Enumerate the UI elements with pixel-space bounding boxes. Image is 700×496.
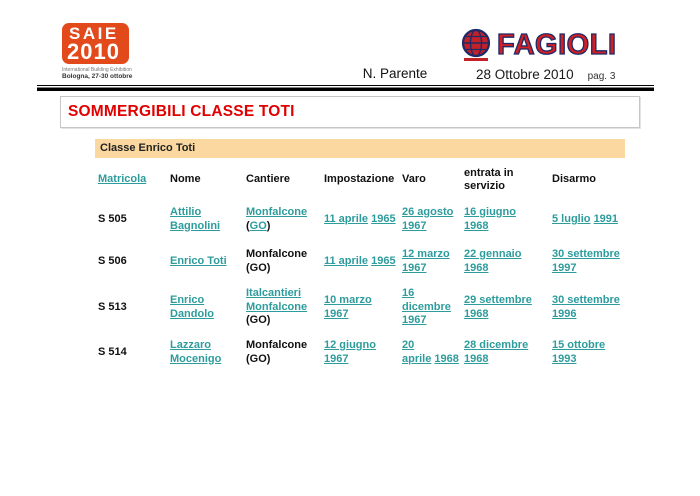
saie-logo-line1: SAIE [69, 24, 119, 43]
wiki-link[interactable]: Matricola [98, 173, 147, 186]
cell-impostazione [321, 339, 399, 366]
wiki-link[interactable]: GO [249, 219, 267, 232]
wiki-link[interactable]: 1965 [371, 254, 396, 267]
saie-subtitle: International Building Exhibition [62, 67, 132, 73]
fagioli-globe-icon [460, 28, 493, 69]
wiki-link[interactable]: 1967 [402, 219, 427, 232]
cell-disarmo [549, 248, 625, 275]
cell-servizio [461, 294, 549, 321]
cell-text: S 506 [98, 254, 127, 267]
wiki-link[interactable]: 1967 [324, 307, 349, 320]
wiki-link[interactable]: 11 aprile [324, 254, 369, 267]
cell-varo [399, 206, 461, 233]
wiki-link[interactable]: 16 giugno [464, 206, 516, 218]
cell-text: (GO) [246, 352, 271, 365]
table-row [95, 240, 625, 283]
cell-text: (GO) [246, 261, 271, 274]
table-row [95, 283, 625, 332]
wiki-link[interactable]: Monfalcone [246, 300, 308, 313]
wiki-link[interactable]: 29 settembre [464, 294, 532, 306]
cell-text: S 505 [98, 212, 127, 225]
table-banner: Classe Enrico Toti [95, 139, 625, 158]
page-title: SOMMERGIBILI CLASSE TOTI [68, 103, 295, 120]
cell-varo [399, 248, 461, 275]
cell-text: S 513 [98, 300, 127, 313]
cell-nome [167, 339, 243, 366]
table-header-row [95, 161, 625, 199]
column-header-cantiere: Cantiere [246, 173, 291, 186]
wiki-link[interactable]: 1968 [464, 307, 489, 320]
wiki-link[interactable]: 30 settembre [552, 294, 620, 306]
wiki-link[interactable]: 28 dicembre [464, 339, 529, 351]
cell-impostazione [321, 294, 399, 321]
column-header-varo: Varo [402, 173, 426, 186]
wiki-link[interactable]: 1997 [552, 261, 577, 274]
column-header-impostazione: Impostazione [324, 173, 395, 186]
cell-cantiere [243, 339, 321, 366]
cell-matricola [95, 255, 167, 269]
cell-text: Monfalcone [246, 248, 308, 260]
cell-matricola [95, 346, 167, 360]
wiki-link[interactable]: Enrico [170, 294, 205, 306]
toti-table [95, 139, 625, 373]
cell-text: ) [266, 219, 271, 232]
wiki-link[interactable]: 1996 [552, 307, 577, 320]
wiki-link[interactable]: Dandolo [170, 307, 214, 320]
table-row [95, 332, 625, 373]
wiki-link[interactable]: Attilio [170, 206, 202, 218]
wiki-link[interactable]: 1991 [593, 212, 619, 225]
wiki-link[interactable]: 15 ottobre [552, 339, 606, 351]
cell-text: Monfalcone [246, 339, 308, 351]
cell-cantiere [243, 287, 321, 328]
cell-varo [399, 287, 461, 328]
wiki-link[interactable]: 10 marzo [324, 294, 372, 306]
wiki-link[interactable]: Lazzaro [170, 339, 211, 351]
slide-date: 28 Ottobre 2010 [476, 67, 574, 82]
wiki-link[interactable]: 1965 [371, 212, 396, 225]
wiki-link[interactable]: Bagnolini [170, 219, 221, 232]
column-header-servizio: entrata in servizio [464, 166, 514, 192]
cell-matricola [95, 213, 167, 227]
wiki-link[interactable]: 16 dicembre [402, 287, 451, 313]
table-row [95, 199, 625, 240]
header-divider [37, 85, 654, 91]
cell-text: (GO) [246, 314, 271, 327]
date-line [476, 66, 615, 84]
wiki-link[interactable]: 1968 [464, 261, 489, 274]
column-header-disarmo: Disarmo [552, 173, 597, 186]
cell-text: ( [246, 219, 250, 232]
column-header-nome: Nome [170, 173, 201, 186]
wiki-link[interactable]: 12 marzo [402, 248, 450, 260]
wiki-link[interactable]: 5 luglio [552, 212, 591, 225]
cell-servizio [461, 248, 549, 275]
cell-matricola [95, 301, 167, 315]
fagioli-wordmark: FAGIOLI [497, 29, 617, 61]
saie-location: Bologna, 27-30 ottobre [62, 73, 133, 80]
saie-logo [62, 23, 129, 64]
wiki-link[interactable]: 1968 [434, 352, 459, 365]
wiki-link[interactable]: Monfalcone [246, 206, 308, 218]
cell-impostazione [321, 213, 399, 227]
wiki-link[interactable]: Italcantieri [246, 287, 302, 300]
cell-disarmo [549, 339, 625, 366]
saie-logo-subtext [62, 67, 152, 80]
wiki-link[interactable]: 1967 [402, 261, 427, 274]
title-bar [60, 96, 640, 128]
saie-logo-line2: 2010 [67, 39, 120, 64]
wiki-link[interactable]: 1993 [552, 352, 577, 365]
wiki-link[interactable]: 26 agosto [402, 206, 454, 218]
cell-cantiere [243, 206, 321, 233]
cell-disarmo [549, 294, 625, 321]
wiki-link[interactable]: 22 gennaio [464, 248, 522, 260]
wiki-link[interactable]: 1968 [464, 219, 489, 232]
wiki-link[interactable]: 1967 [324, 352, 349, 365]
wiki-link[interactable]: 20 aprile [402, 339, 432, 365]
wiki-link[interactable]: 11 aprile [324, 212, 369, 225]
cell-servizio [461, 206, 549, 233]
cell-nome [167, 206, 243, 233]
page-number: pag. 3 [587, 71, 616, 82]
cell-disarmo [549, 213, 625, 227]
cell-servizio [461, 339, 549, 366]
cell-nome [167, 294, 243, 321]
cell-impostazione [321, 255, 399, 269]
column-header-matricola [95, 173, 167, 187]
wiki-link[interactable]: 12 giugno [324, 339, 376, 351]
wiki-link[interactable]: Enrico Toti [170, 254, 227, 267]
wiki-link[interactable]: 1968 [464, 352, 489, 365]
wiki-link[interactable]: Mocenigo [170, 352, 222, 365]
author-name: N. Parente [362, 66, 428, 81]
cell-nome [167, 255, 243, 269]
wiki-link[interactable]: 30 settembre [552, 248, 620, 260]
cell-text: S 514 [98, 345, 127, 358]
cell-cantiere [243, 248, 321, 275]
wiki-link[interactable]: 1967 [402, 314, 427, 327]
cell-varo [399, 339, 461, 366]
